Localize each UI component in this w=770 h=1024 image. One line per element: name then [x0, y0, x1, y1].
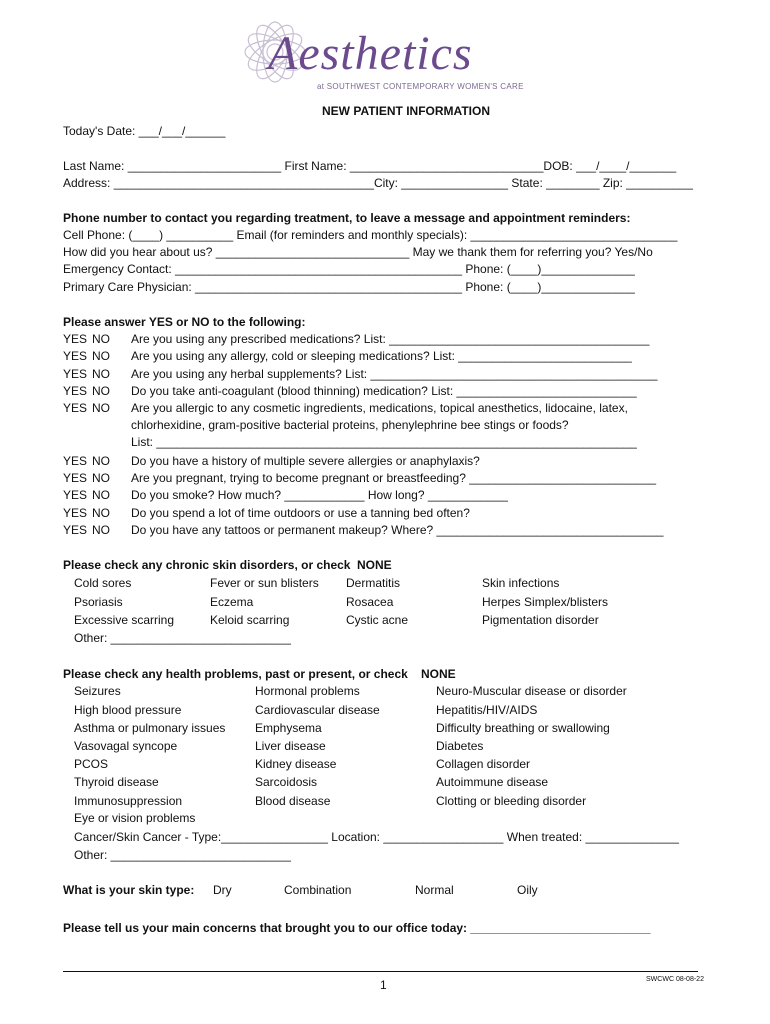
skin-none-option[interactable]: NONE [357, 558, 392, 572]
todays-date-field[interactable]: Today's Date: ___/___/______ [63, 124, 226, 138]
question-text: Are you using any prescribed medications? List: _______________________________________ [131, 332, 650, 346]
checkbox-option[interactable]: Autoimmune disease [436, 775, 549, 789]
cancer-field[interactable]: Cancer/Skin Cancer - Type:________________ Location: __________________ When treated: ______________ [74, 830, 679, 844]
form-code: SWCWC 08-08-22 [646, 976, 704, 983]
checkbox-option[interactable]: Cardiovascular disease [255, 703, 380, 717]
question-text: Are you allergic to any cosmetic ingredients, medications, topical anesthetics, lidocaine, latex, [131, 401, 628, 415]
checkbox-option[interactable]: Blood disease [255, 794, 331, 808]
no-option[interactable]: NO [92, 384, 110, 398]
checkbox-option[interactable]: Fever or sun blisters [210, 576, 319, 590]
checkbox-option[interactable]: Psoriasis [74, 595, 123, 609]
yes-option[interactable]: YES [63, 523, 88, 537]
skin-type-oily[interactable]: Oily [517, 883, 538, 897]
no-option[interactable]: NO [92, 488, 110, 502]
checkbox-option[interactable]: Collagen disorder [436, 757, 531, 771]
no-option[interactable]: NO [92, 471, 110, 485]
question-text: Are you pregnant, trying to become pregnant or breastfeeding? ____________________________ [131, 471, 657, 485]
checkbox-option[interactable]: Clotting or bleeding disorder [436, 794, 587, 808]
no-option[interactable]: NO [92, 349, 110, 363]
brand-logo-text: Aesthetics [268, 27, 473, 80]
no-option[interactable]: NO [92, 454, 110, 468]
no-option[interactable]: NO [92, 367, 110, 381]
checkbox-option[interactable]: Excessive scarring [74, 613, 175, 627]
question-text: Are you using any allergy, cold or sleeping medications? List: __________________________ [131, 349, 632, 363]
checkbox-option[interactable]: PCOS [74, 757, 109, 771]
concerns-field[interactable]: Please tell us your main concerns that brought you to our office today: ___________________________ [63, 921, 651, 935]
checkbox-option[interactable]: Eye or vision problems [74, 811, 196, 825]
question-text: Are you using any herbal supplements? List: ___________________________________________ [131, 367, 658, 381]
checkbox-option[interactable]: Neuro-Muscular disease or disorder [436, 684, 627, 698]
checkbox-option[interactable]: Seizures [74, 684, 121, 698]
name-dob-field[interactable]: Last Name: _______________________ First Name: _____________________________DOB: ___/____/_______ [63, 159, 677, 173]
checkbox-option[interactable]: Pigmentation disorder [482, 613, 599, 627]
skin-type-combination[interactable]: Combination [284, 883, 352, 897]
yes-option[interactable]: YES [63, 454, 88, 468]
yesno-heading: Please answer YES or NO to the following: [63, 315, 306, 329]
checkbox-option[interactable]: Dermatitis [346, 576, 401, 590]
checkbox-option[interactable]: Hormonal problems [255, 684, 360, 698]
address-field[interactable]: Address: _______________________________________City: ________________ State: ________ Zip: __________ [63, 176, 693, 190]
question-text[interactable]: List: ________________________________________________________________________ [131, 435, 637, 449]
checkbox-option[interactable]: Thyroid disease [74, 775, 159, 789]
emergency-contact-field[interactable]: Emergency Contact: ___________________________________________ Phone: (____)______________ [63, 262, 635, 276]
no-option[interactable]: NO [92, 523, 110, 537]
question-text: Do you take anti-coagulant (blood thinning) medication? List: ___________________________ [131, 384, 637, 398]
yes-option[interactable]: YES [63, 332, 88, 346]
yes-option[interactable]: YES [63, 471, 88, 485]
no-option[interactable]: NO [92, 401, 110, 415]
phone-section-heading: Phone number to contact you regarding treatment, to leave a message and appointment reminders: [63, 211, 631, 225]
skin-type-normal[interactable]: Normal [415, 883, 454, 897]
checkbox-option[interactable]: Liver disease [255, 739, 326, 753]
checkbox-option[interactable]: Emphysema [255, 721, 322, 735]
question-text: Do you have a history of multiple severe allergies or anaphylaxis? [131, 454, 480, 468]
health-none-option[interactable]: NONE [421, 667, 456, 681]
checkbox-option[interactable]: Keloid scarring [210, 613, 290, 627]
skin-type-label: What is your skin type: [63, 883, 195, 897]
yes-option[interactable]: YES [63, 506, 88, 520]
health-problems-heading: Please check any health problems, past or present, or check [63, 667, 408, 681]
checkbox-option[interactable]: Rosacea [346, 595, 394, 609]
checkbox-option[interactable]: Eczema [210, 595, 254, 609]
checkbox-option[interactable]: Diabetes [436, 739, 484, 753]
checkbox-option[interactable]: Herpes Simplex/blisters [482, 595, 609, 609]
yes-option[interactable]: YES [63, 367, 88, 381]
health-other-field[interactable]: Other: ___________________________ [74, 848, 291, 862]
footer-divider [63, 971, 698, 972]
no-option[interactable]: NO [92, 506, 110, 520]
yes-option[interactable]: YES [63, 384, 88, 398]
skin-other-field[interactable]: Other: ___________________________ [74, 631, 291, 645]
question-text: Do you smoke? How much? ____________ How long? ____________ [131, 488, 508, 502]
yes-option[interactable]: YES [63, 349, 88, 363]
cell-email-field[interactable]: Cell Phone: (____) __________ Email (for reminders and monthly specials): _______________________________ [63, 228, 678, 242]
no-option[interactable]: NO [92, 332, 110, 346]
yes-option[interactable]: YES [63, 488, 88, 502]
question-text: chlorhexidine, gram-positive bacterial proteins, phenylephrine bee stings or foods? [131, 418, 569, 432]
checkbox-option[interactable]: High blood pressure [74, 703, 182, 717]
skin-disorders-heading: Please check any chronic skin disorders, or check [63, 558, 351, 572]
primary-care-field[interactable]: Primary Care Physician: ________________________________________ Phone: (____)______________ [63, 280, 635, 294]
checkbox-option[interactable]: Hepatitis/HIV/AIDS [436, 703, 538, 717]
yes-option[interactable]: YES [63, 401, 88, 415]
question-text: Do you spend a lot of time outdoors or use a tanning bed often? [131, 506, 470, 520]
checkbox-option[interactable]: Vasovagal syncope [74, 739, 178, 753]
checkbox-option[interactable]: Immunosuppression [74, 794, 183, 808]
page-title: NEW PATIENT INFORMATION [322, 104, 490, 118]
checkbox-option[interactable]: Sarcoidosis [255, 775, 318, 789]
brand-subtitle: at SOUTHWEST CONTEMPORARY WOMEN'S CARE [317, 82, 524, 91]
checkbox-option[interactable]: Cystic acne [346, 613, 409, 627]
skin-type-dry[interactable]: Dry [213, 883, 232, 897]
checkbox-option[interactable]: Asthma or pulmonary issues [74, 721, 226, 735]
checkbox-option[interactable]: Cold sores [74, 576, 132, 590]
checkbox-option[interactable]: Skin infections [482, 576, 560, 590]
referral-field[interactable]: How did you hear about us? _____________________________ May we thank them for referring you? Yes/No [63, 245, 653, 259]
question-text: Do you have any tattoos or permanent makeup? Where? __________________________________ [131, 523, 664, 537]
page-number: 1 [380, 978, 387, 992]
checkbox-option[interactable]: Difficulty breathing or swallowing [436, 721, 610, 735]
checkbox-option[interactable]: Kidney disease [255, 757, 337, 771]
